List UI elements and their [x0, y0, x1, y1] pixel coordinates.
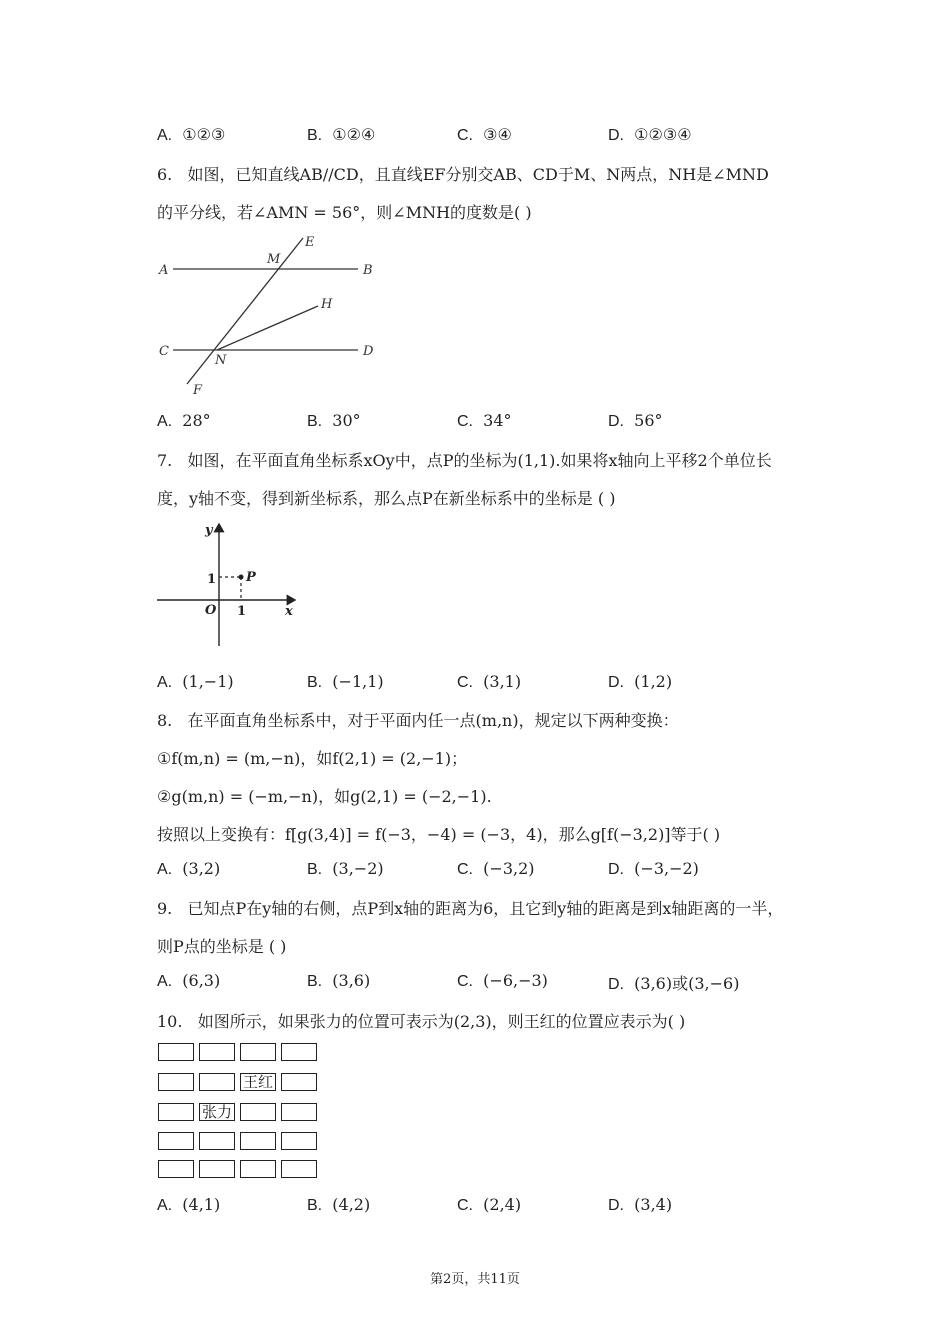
grid-cell: [199, 1043, 235, 1061]
grid-cell: [281, 1103, 317, 1121]
q7-option-c: C. (3,1): [457, 672, 522, 691]
grid-cell: [240, 1103, 276, 1121]
q9-line1: 9. 已知点P在y轴的右侧，点P到x轴的距离为6，且它到y轴的距离是到x轴距离的一半，: [157, 899, 784, 918]
q7-figure: [155, 518, 305, 653]
fig6-label-c: C: [159, 344, 169, 359]
grid-cell: [158, 1160, 194, 1178]
q7-line2: 度，y轴不变，得到新坐标系，那么点P在新坐标系中的坐标是 ( ): [157, 489, 616, 508]
fig6-label-e: E: [305, 235, 315, 250]
q9-option-d: D. (3,6)或(3,−6): [608, 974, 740, 993]
grid-cell: [281, 1160, 317, 1178]
q6-figure: [155, 232, 385, 402]
q8-option-c: C. (−3,2): [457, 859, 535, 878]
grid-cell-wanghong: 王红: [240, 1073, 276, 1091]
q8-line1: 8. 在平面直角坐标系中，对于平面内任一点(m,n)，规定以下两种变换：: [157, 711, 679, 730]
grid-cell: [158, 1043, 194, 1061]
q9-option-b: B. (3,6): [307, 971, 371, 990]
q5-option-c: C. ③④: [457, 125, 512, 144]
fig6-label-a: A: [159, 263, 169, 278]
fig7-label-y: y: [205, 523, 213, 538]
q10-option-a: A. (4,1): [157, 1195, 221, 1214]
q8-option-b: B. (3,−2): [307, 859, 384, 878]
grid-cell: [199, 1073, 235, 1091]
fig6-label-d: D: [363, 344, 374, 359]
fig6-label-n: N: [215, 353, 227, 368]
grid-cell: [158, 1132, 194, 1150]
grid-cell: [199, 1132, 235, 1150]
page-footer: 第2页，共11页: [430, 1272, 520, 1287]
fig6-label-f: F: [193, 383, 203, 398]
q7-option-a: A. (1,−1): [157, 672, 234, 691]
q10-option-b: B. (4,2): [307, 1195, 371, 1214]
q6-option-c: C. 34°: [457, 411, 512, 430]
fig7-label-x: x: [285, 604, 293, 619]
grid-cell: [240, 1132, 276, 1150]
grid-cell: [281, 1073, 317, 1091]
q8-option-a: A. (3,2): [157, 859, 221, 878]
fig6-label-h: H: [321, 297, 333, 312]
q10-option-c: C. (2,4): [457, 1195, 522, 1214]
q7-line1: 7. 如图，在平面直角坐标系xOy中，点P的坐标为(1,1).如果将x轴向上平移2个单位长: [157, 451, 772, 470]
fig7-label-o: O: [205, 603, 217, 618]
q9-option-a: A. (6,3): [157, 971, 221, 990]
q10-option-d: D. (3,4): [608, 1195, 673, 1214]
fig7-label-p: P: [246, 570, 256, 585]
fig7-label-1y: 1: [207, 572, 217, 587]
q5-option-b: B. ①②④: [307, 125, 376, 144]
fig7-label-1x: 1: [237, 604, 247, 619]
q9-line2: 则P点的坐标是 ( ): [157, 937, 287, 956]
grid-cell-zhangli: 张力: [199, 1103, 235, 1121]
q5-option-a: A. ①②③: [157, 125, 226, 144]
grid-cell: [240, 1160, 276, 1178]
q8-line3: ②g(m,n) = (−m,−n)，如g(2,1) = (−2,−1).: [157, 787, 492, 806]
q6-line1: 6. 如图，已知直线AB//CD，且直线EF分别交AB、CD于M、N两点，NH是∠MND: [157, 165, 769, 184]
grid-cell: [281, 1132, 317, 1150]
q6-line2: 的平分线，若∠AMN = 56°，则∠MNH的度数是( ): [157, 203, 532, 222]
q8-option-d: D. (−3,−2): [608, 859, 699, 878]
q6-option-a: A. 28°: [157, 411, 211, 430]
fig6-label-b: B: [363, 263, 373, 278]
grid-cell: [158, 1073, 194, 1091]
q10-line1: 10. 如图所示，如果张力的位置可表示为(2,3)，则王红的位置应表示为( ): [157, 1012, 686, 1031]
q7-option-d: D. (1,2): [608, 672, 673, 691]
q6-option-d: D. 56°: [608, 411, 663, 430]
fig6-label-m: M: [267, 252, 281, 267]
grid-cell: [281, 1043, 317, 1061]
q9-option-c: C. (−6,−3): [457, 971, 548, 990]
q8-line2: ①f(m,n) = (m,−n)，如f(2,1) = (2,−1)；: [157, 749, 468, 768]
grid-cell: [158, 1103, 194, 1121]
grid-cell: [199, 1160, 235, 1178]
q8-line4: 按照以上变换有：f[g(3,4)] = f(−3，−4) = (−3，4)，那么g[f(−3,2)]等于( ): [157, 825, 721, 844]
q6-option-b: B. 30°: [307, 411, 361, 430]
q5-option-d: D. ①②③④: [608, 125, 692, 144]
q7-option-b: B. (−1,1): [307, 672, 384, 691]
grid-cell: [240, 1043, 276, 1061]
